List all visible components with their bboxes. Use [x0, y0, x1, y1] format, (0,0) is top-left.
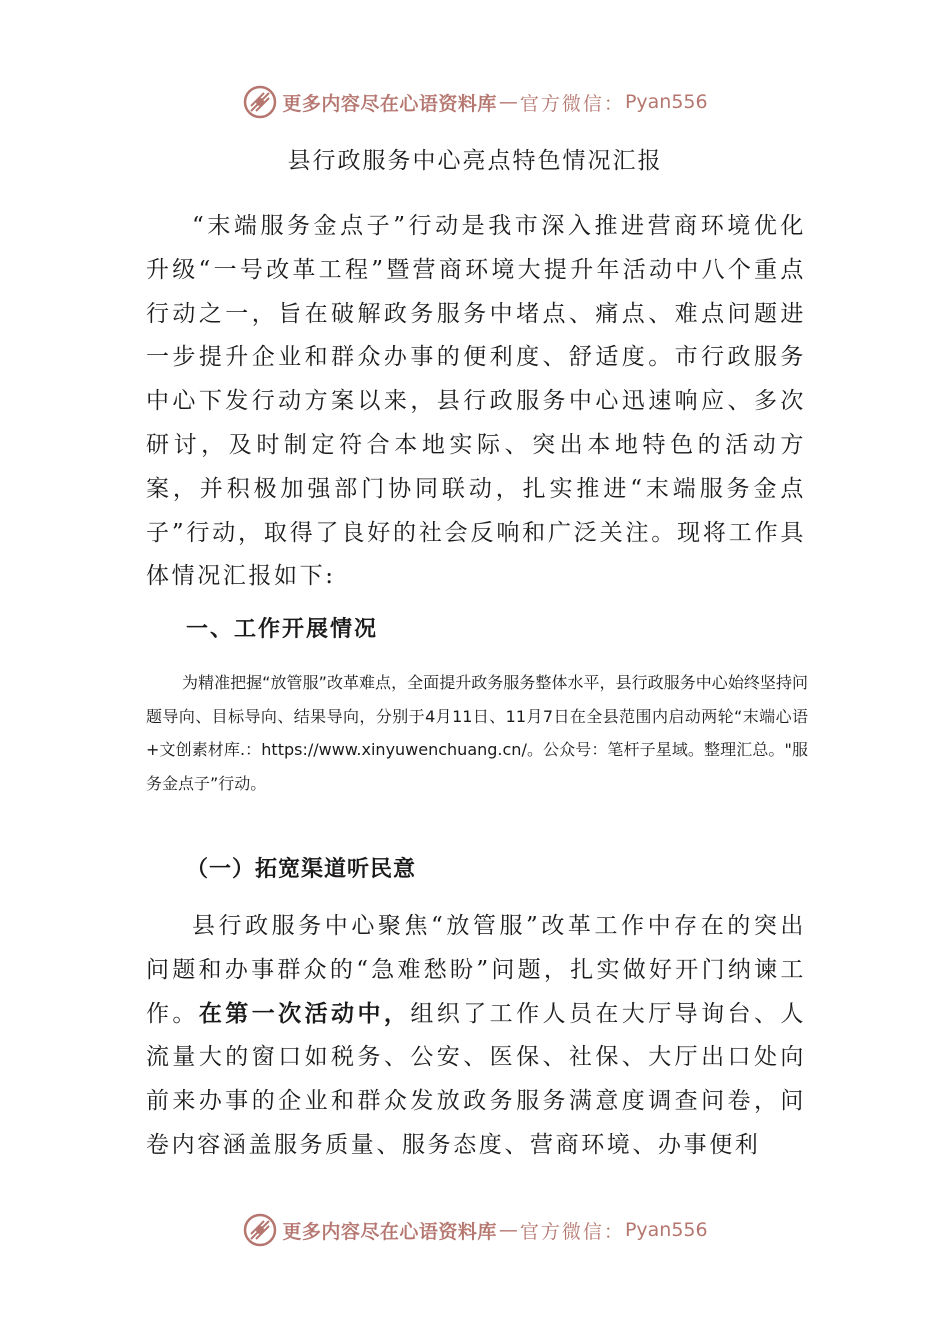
- subsection-heading-1: （一）拓宽渠道听民意: [186, 857, 417, 882]
- watermark-brand: 更多内容尽在心语资料库: [282, 92, 497, 115]
- footer-watermark: [0, 1208, 950, 1252]
- subsection-1-body: [146, 905, 806, 1168]
- quill-logo-icon: [242, 84, 278, 120]
- subsection-1-text-pre: 县行政服务中心聚焦“放管服”改革工作中存在的突出问题和办事群众的“急难愁盼”问题，扎实做好开门纳谏工作。: [146, 913, 806, 1027]
- intro-paragraph: “末端服务金点子”行动是我市深入推进营商环境优化升级“一号改革工程”暨营商环境大提升年活动中八个重点行动之一，旨在破解政务服务中堵点、痛点、难点问题进一步提升企业和群众办事的便利度、舒适度。市行政服务中心下发行动方案以来，县行政服务中心迅速响应、多次研讨，及时制定符合本地实际、突出本地特色的活动方案，并积极加强部门协同联动，扎实推进“末端服务金点子”行动，取得了良好的社会反响和广泛关注。现将工作具体情况汇报如下:: [146, 213, 806, 590]
- header-watermark: [0, 80, 950, 124]
- watermark-separator: —: [498, 91, 518, 113]
- subsection-1-text-post: 组织了工作人员在大厅导询台、人流量大的窗口如税务、公安、医保、社保、大厅出口处向前来办事的企业和群众发放政务服务满意度调查问卷，问卷内容涵盖服务质量、服务态度、营商环境、办事便利: [146, 1000, 807, 1158]
- watermark-wechat-label: 官方微信：: [519, 1220, 625, 1243]
- section-1-body: 为精准把握“放管服”改革难点，全面提升政务服务整体水平，县行政服务中心始终坚持问题导向、目标导向、结果导向，分别于4月11日、11月7日在全县范围内启动两轮“末端心语+文创素材库.：https://www.xinyuwenchuang.cn/。公众号：笔杆子星域。整理汇总。"服务金点子”行动。: [146, 673, 808, 793]
- watermark-wechat-id: Pyan556: [624, 1219, 708, 1241]
- watermark-brand: 更多内容尽在心语资料库: [282, 1220, 497, 1243]
- document-title: 县行政服务中心亮点特色情况汇报: [287, 148, 663, 174]
- watermark-wechat-id: Pyan556: [624, 91, 708, 113]
- section-heading-1: 一、工作开展情况: [186, 617, 379, 642]
- watermark-wechat-label: 官方微信：: [519, 92, 625, 115]
- subsection-1-text-bold: 在第一次活动中，: [198, 1000, 411, 1027]
- quill-logo-icon: [242, 1212, 278, 1248]
- watermark-separator: —: [498, 1219, 518, 1241]
